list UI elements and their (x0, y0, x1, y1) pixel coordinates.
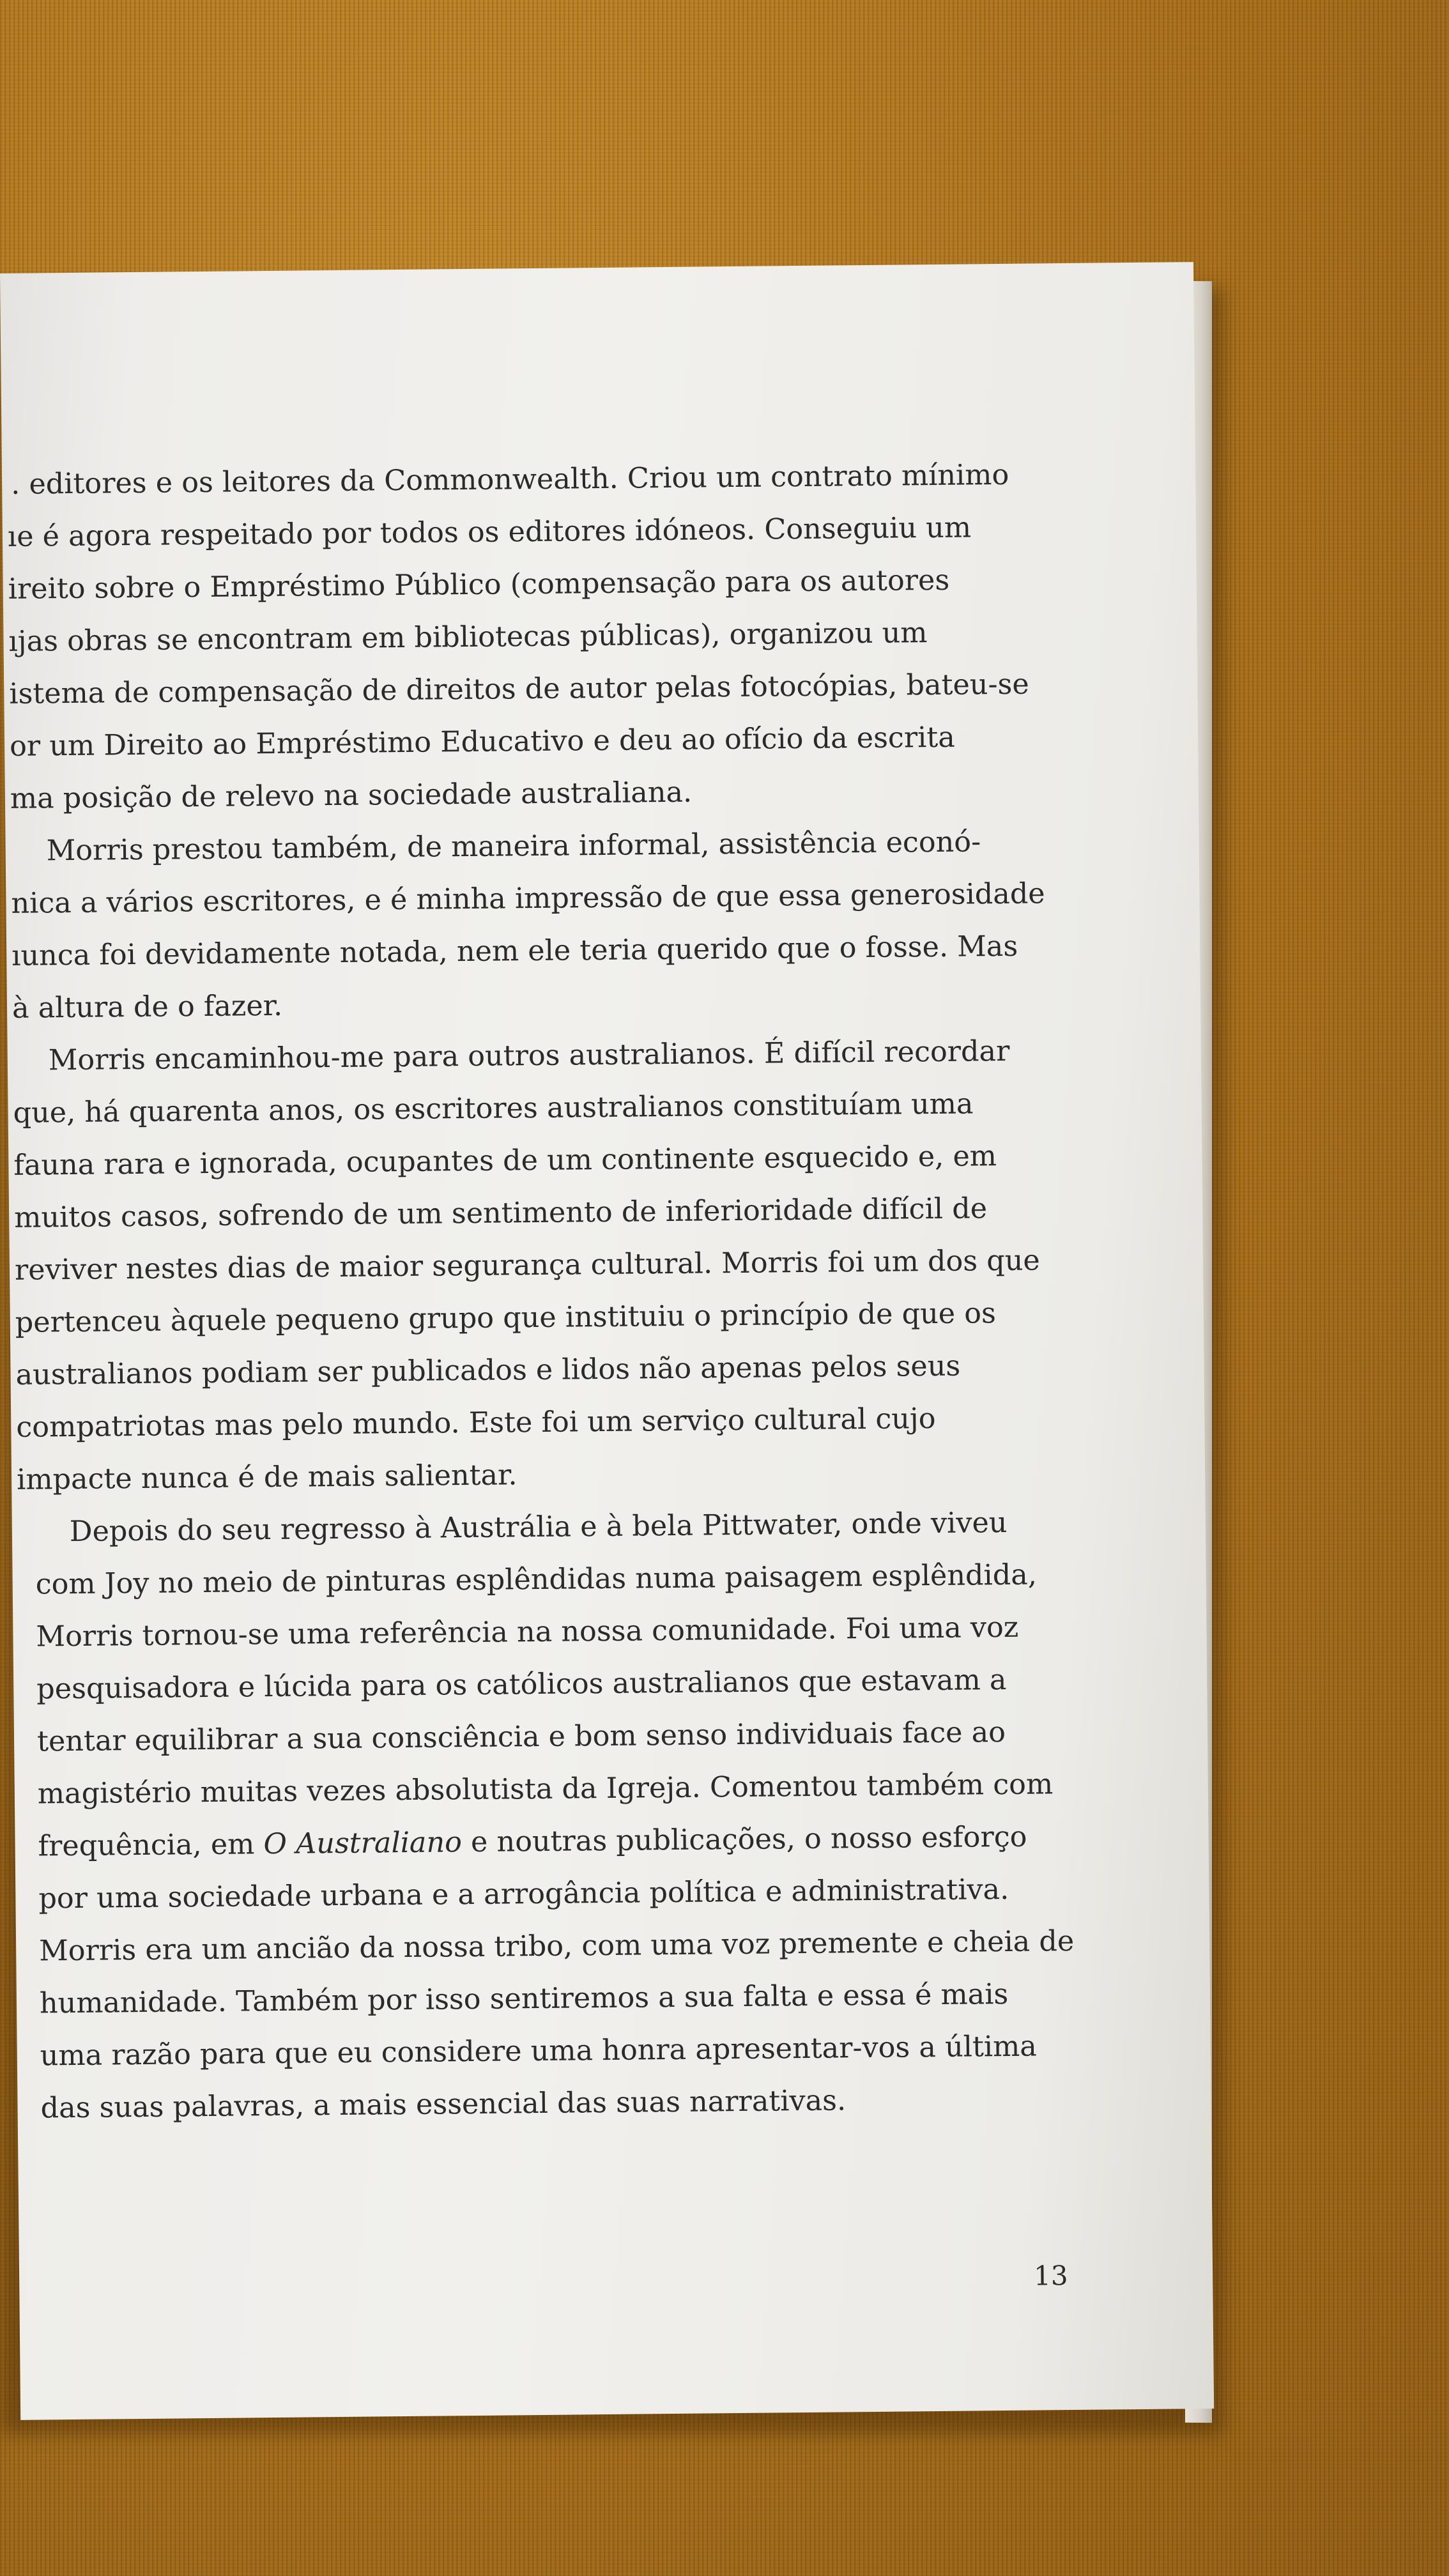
text-line (15, 1811, 1076, 1873)
text-line-content: tentar equilibrar a sua consciência e bom senso individuais face ao (36, 1715, 1006, 1758)
text-line (17, 2020, 1078, 2083)
text-line-content: pertenceu àquele pequeno grupo que instituiu o princípio de que os (15, 1297, 997, 1339)
text-line-content: or um Direito ao Empréstimo Educativo e deu ao ofício da escrita (9, 721, 956, 763)
text-line-content: impacte nunca é de mais salientar. (16, 1459, 518, 1496)
text-line-content: ıjas obras se encontram em bibliotecas públicas), organizou um (8, 617, 928, 658)
text-line (8, 1130, 1070, 1192)
text-line (16, 1915, 1077, 1978)
text-line-content: das suas palavras, a mais essencial das suas narrativas. (40, 2084, 847, 2125)
text-line-continuation: e noutras publicações, o nosso esforço (461, 1820, 1027, 1859)
text-line-content: que, há quarenta anos, os escritores australianos constituíam uma (13, 1087, 974, 1130)
italic-title: O Australiano (263, 1826, 463, 1861)
text-line (7, 1025, 1068, 1087)
text-line (3, 606, 1064, 668)
text-line (12, 1496, 1073, 1559)
text-line-content: ireito sobre o Empréstimo Público (compensação para os autores (8, 564, 950, 606)
book-page (0, 262, 1214, 2420)
text-line (6, 868, 1067, 930)
text-line-content: Morris era um ancião da nossa tribo, com uma voz premente e cheia de (38, 1924, 1075, 1968)
text-line (3, 553, 1064, 616)
text-line-content: magistério muitas vezes absolutista da Igreja. Comentou também com (37, 1768, 1054, 1811)
text-line (4, 658, 1065, 721)
text-line (5, 763, 1066, 825)
text-line-content: por uma sociedade urbana e a arrogância política e administrativa. (38, 1873, 1009, 1915)
text-line (13, 1653, 1075, 1716)
text-line (2, 448, 1063, 511)
text-line (6, 920, 1068, 983)
page-number: 13 (1033, 2260, 1068, 2292)
text-line-content: frequência, em (38, 1828, 255, 1863)
text-line-content: . editores e os leitores da Commonwealth. Criou um contrato mínimo (10, 458, 1009, 501)
text-line (12, 1549, 1073, 1611)
text-line-content: Morris tornou-se uma referência na nossa comunidade. Foi uma voz (36, 1611, 1019, 1653)
text-line-content: ma posição de relevo na sociedade australiana. (10, 776, 693, 815)
text-line-content: nica a vários escritores, e é minha impressão de que essa generosidade (11, 877, 1045, 920)
text-line-content: reviver nestes dias de maior segurança cultural. Morris foi um dos que (14, 1244, 1040, 1287)
text-line (4, 710, 1066, 773)
text-line (5, 815, 1066, 878)
body-text (2, 448, 1078, 2135)
text-line (10, 1339, 1071, 1402)
text-line (17, 2073, 1078, 2135)
text-line-content: compatriotas mas pelo mundo. Este foi um serviço cultural cujo (16, 1402, 936, 1444)
text-line-content: muitos casos, sofrendo de um sentimento de inferioridade difícil de (13, 1192, 988, 1234)
text-line-content: ıe é agora respeitado por todos os editores idóneos. Conseguiu um (7, 511, 972, 553)
text-line-content: humanidade. Também por isso sentiremos a sua falta e essa é mais (39, 1977, 1009, 2020)
text-line-content: Morris prestou também, de maneira informal, assistência econó- (46, 825, 981, 868)
text-line-content: Morris encaminhou-me para outros australianos. É difícil recordar (48, 1034, 1010, 1077)
text-line-content: istema de compensação de direitos de autor pelas fotocópias, bateu-se (9, 668, 1029, 710)
text-line (10, 1234, 1071, 1297)
text-line-content: uma razão para que eu considere uma honra apresentar-vos a última (40, 2030, 1038, 2073)
text-line (7, 972, 1068, 1035)
text-line (8, 1077, 1069, 1140)
text-line (11, 1392, 1072, 1454)
text-line (10, 1287, 1071, 1349)
text-line (9, 1182, 1070, 1245)
text-line (12, 1444, 1073, 1506)
text-line-content: Depois do seu regresso à Austrália e à bela Pittwater, onde viveu (69, 1506, 1008, 1549)
text-line-content: pesquisadora e lúcida para os católicos australianos que estavam a (36, 1663, 1007, 1706)
text-line-content: com Joy no meio de pinturas esplêndidas numa paisagem esplêndida, (35, 1558, 1038, 1601)
text-line (3, 501, 1064, 564)
text-line (14, 1758, 1075, 1821)
text-line-content: à altura de o fazer. (12, 989, 283, 1025)
text-line (13, 1601, 1074, 1664)
text-line (17, 1968, 1078, 2030)
text-line (15, 1863, 1077, 1926)
text-line-content: ıunca foi devidamente notada, nem ele teria querido que o fosse. Mas (12, 930, 1018, 972)
text-line-content: fauna rara e ignorada, ocupantes de um continente esquecido e, em (13, 1140, 997, 1182)
text-line (14, 1706, 1075, 1768)
text-line-content: australianos podiam ser publicados e lidos não apenas pelos seus (15, 1349, 961, 1392)
